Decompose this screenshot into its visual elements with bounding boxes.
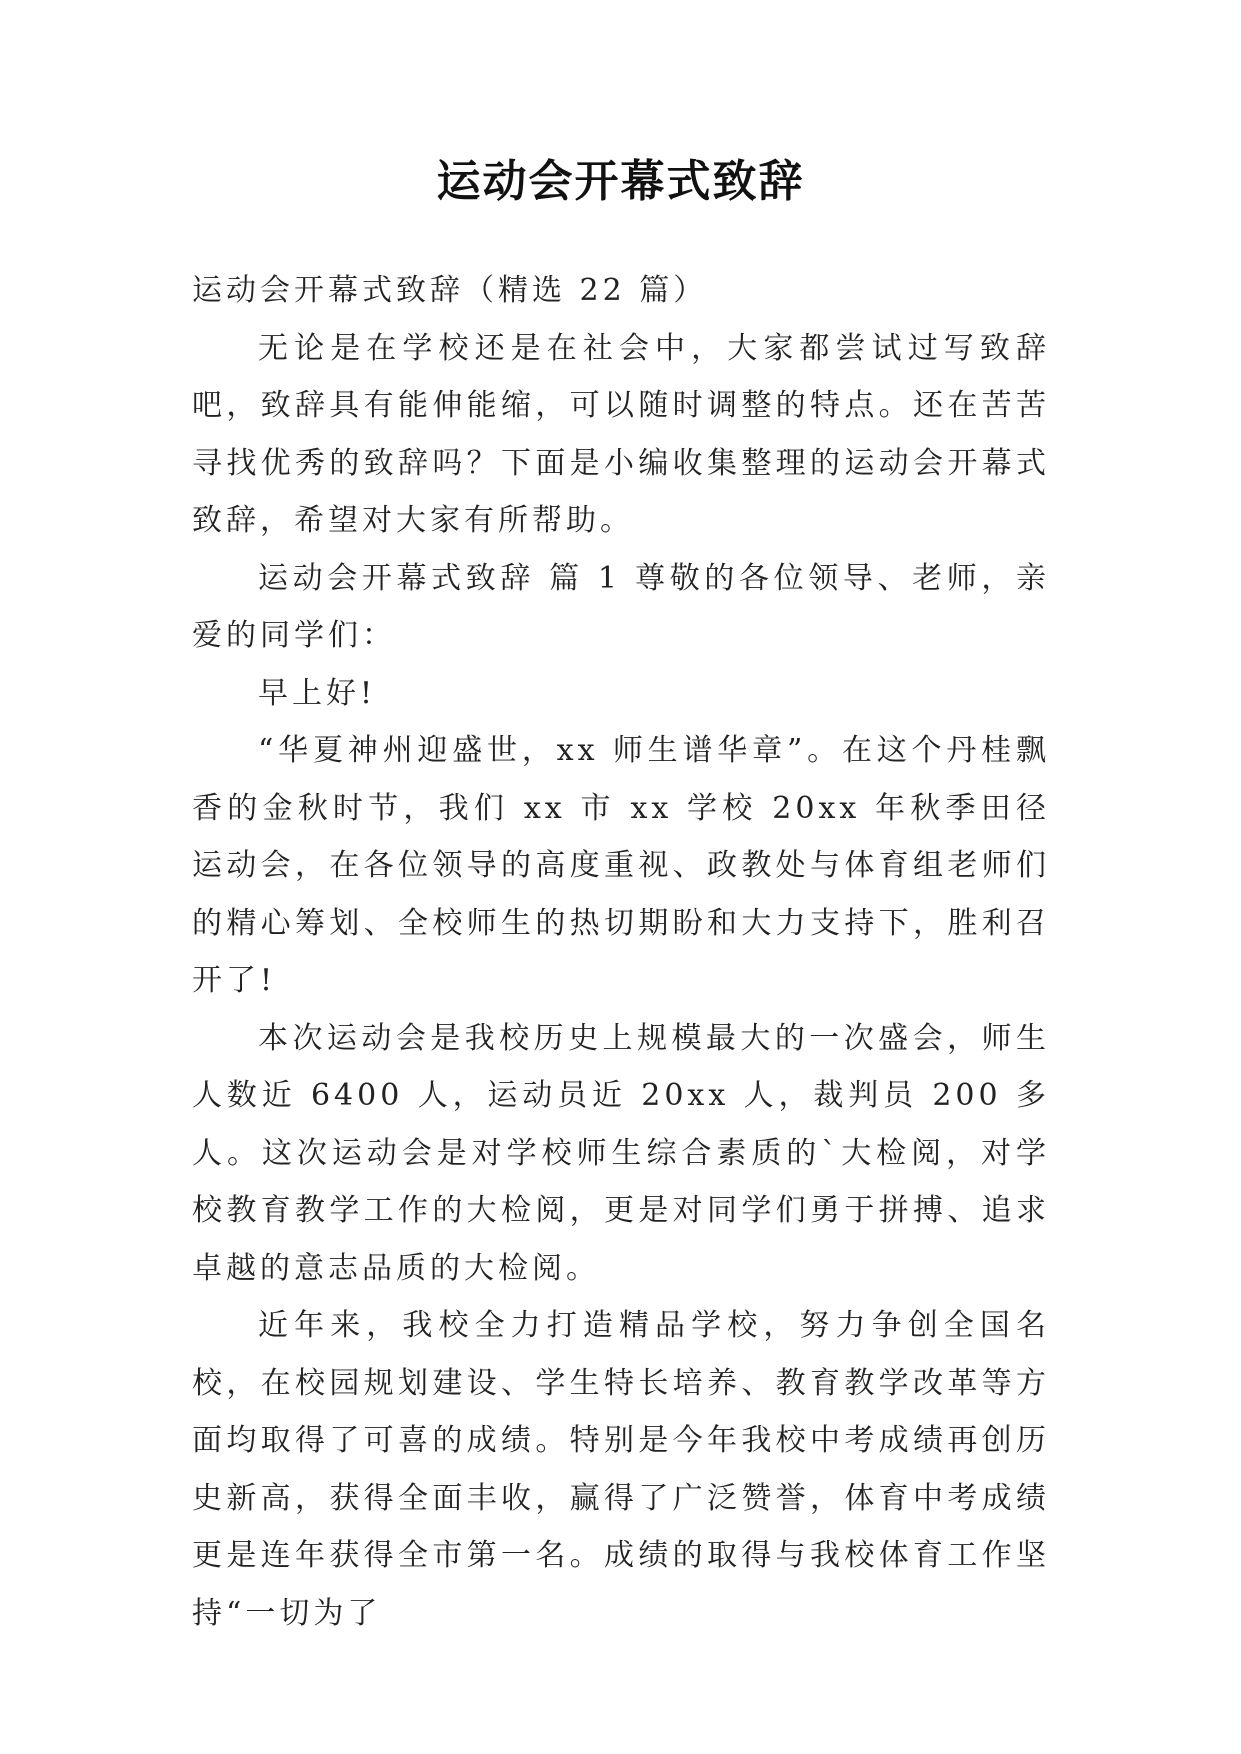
paragraph-achievements: 近年来，我校全力打造精品学校，努力争创全国名校，在校园规划建设、学生特长培养、教育教学改革等方面均取得了可喜的成绩。特别是今年我校中考成绩再创历史新高，获得全面丰收，赢得了广泛赞誉，体育中考成绩更是连年获得全市第一名。成绩的取得与我校体育工作坚持“一切为了 [192, 1308, 1050, 1631]
paragraph-opening: “华夏神州迎盛世，xx 师生谱华章”。在这个丹桂飘香的金秋时节，我们 xx 市 xx 学校 20xx 年秋季田径运动会，在各位领导的高度重视、政教处与体育组老师们的精心筹划、全校师生的热切期盼和大力支持下，胜利召开了! [192, 733, 1050, 998]
document-title: 运动会开幕式致辞 [436, 156, 805, 207]
document-body [192, 262, 1050, 1642]
paragraph-salutation: 运动会开幕式致辞 篇 1 尊敬的各位领导、老师，亲爱的同学们： [192, 560, 1050, 653]
document-subtitle: 运动会开幕式致辞（精选 22 篇） [192, 273, 708, 308]
paragraph-intro: 无论是在学校还是在社会中，大家都尝试过写致辞吧，致辞具有能伸能缩，可以随时调整的特点。还在苦苦寻找优秀的致辞吗？下面是小编收集整理的运动会开幕式致辞，希望对大家有所帮助。 [192, 330, 1050, 538]
paragraph-greeting: 早上好! [258, 675, 377, 711]
paragraph-scale: 本次运动会是我校历史上规模最大的一次盛会，师生人数近 6400 人，运动员近 20xx 人，裁判员 200 多人。这次运动会是对学校师生综合素质的`大检阅，对学校教育教学工作的大检阅，更是对同学们勇于拼搏、追求卓越的意志品质的大检阅。 [192, 1020, 1050, 1286]
